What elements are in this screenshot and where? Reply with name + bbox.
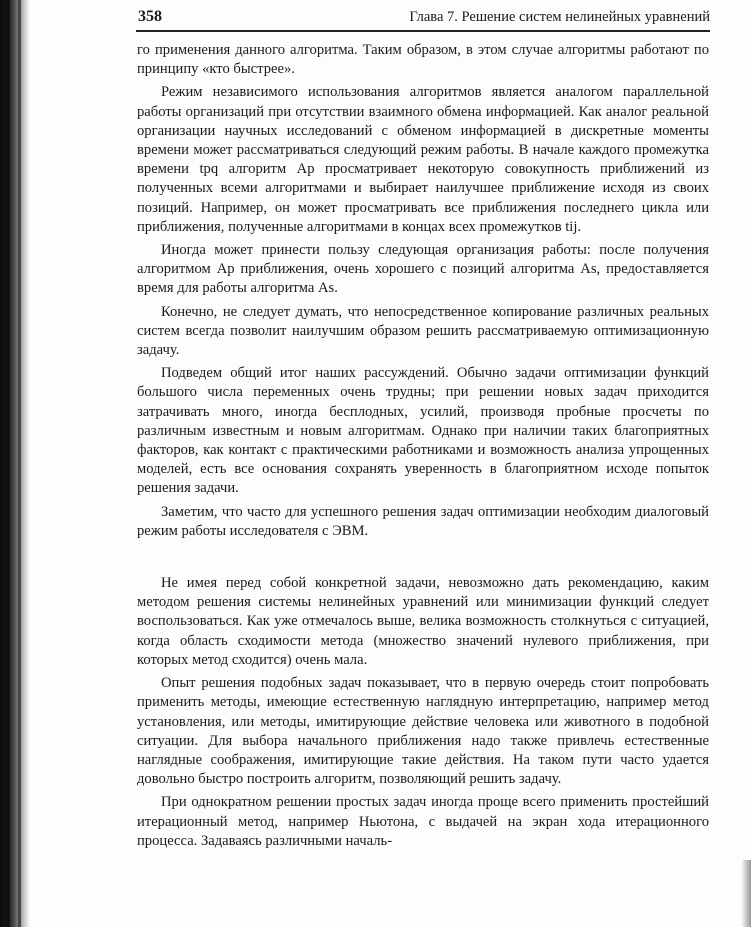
header-rule <box>136 30 710 32</box>
binding-edge <box>2 0 10 927</box>
paragraph-7: Не имея перед собой конкретной задачи, невозможно дать рекомендацию, каким методом решения системы нелинейных уравнений или минимизации функций следует воспользоваться. Как уже отмечалось выше, велика возможность столкнуться с ситуацией, когда область сходимости метода (множество значений нулевого приближения, при которых метод сходится) очень мала. <box>137 575 709 668</box>
paragraph-6: Заметим, что часто для успешного решения задач оптимизации необходим диалоговый режим работы исследователя с ЭВМ. <box>137 503 709 539</box>
page-number: 358 <box>138 8 162 25</box>
binding-streak <box>18 0 21 927</box>
paragraph-2: Режим независимого использования алгоритмов является аналогом параллельной работы организаций при отсутствии взаимного обмена информацией. Как аналог реальной организации научных исследований с обменом информацией в дискретные моменты времени может рассматриваться следующий режим работы. В начале каждого промежутка времени tpq алгоритм Ap просматривает некоторую совокупность приближений из полученных всеми алгоритмами и выбирает наилучшее приближение исходя из своих позиций. Например, он может просматривать все приближения последнего цикла или приближения, полученные алгоритмами в концах всех промежутков tij. <box>137 84 709 235</box>
paragraph-5: Подведем общий итог наших рассуждений. Обычно задачи оптимизации функций большого числа переменных очень трудны; при решении новых задач приходится затрачивать много, иногда бесплодных, усилий, производя пробные просчеты по различным известным и новым алгоритмам. Однако при наличии таких благоприятных факторов, как контакт с практическими работниками и возможность анализа упрощенных моделей, есть все основания сохранять уверенность в благоприятном исходе попыток решения задачи. <box>137 365 709 497</box>
paragraph-3: Иногда может принести пользу следующая организация работы: после получения алгоритмом Ap приближения, очень хорошего с позиций алгоритма As, предоставляется время для работы алгоритма As. <box>137 242 709 297</box>
scan-edge-shadow <box>741 860 751 927</box>
paragraph-1: го применения данного алгоритма. Таким образом, в этом случае алгоритмы работают по принципу «кто быстрее». <box>137 42 709 78</box>
body-text <box>137 41 709 855</box>
page-header <box>138 8 710 30</box>
paragraph-8: Опыт решения подобных задач показывает, что в первую очередь стоит попробовать применить методы, имеющие естественную наглядную интерпретацию, например метод установления, или методы, имитирующие действие человека или животного в подобной ситуации. Для выбора начального приближения надо также привлечь естественные наглядные соображения, имитирующие такие действия. На таком пути часто удается довольно быстро построить алгоритм, позволяющий решить задачу. <box>137 675 709 788</box>
paragraph-9: При однократном решении простых задач иногда проще всего применить простейший итерационный метод, например Ньютона, с выдачей на экран хода итерационного процесса. Задаваясь различными началь- <box>137 794 709 849</box>
running-head: Глава 7. Решение систем нелинейных уравнений <box>409 9 710 25</box>
paragraph-4: Конечно, не следует думать, что непосредственное копирование различных реальных систем всегда позволит наилучшим образом решить рассматриваемую оптимизационную задачу. <box>137 303 709 359</box>
